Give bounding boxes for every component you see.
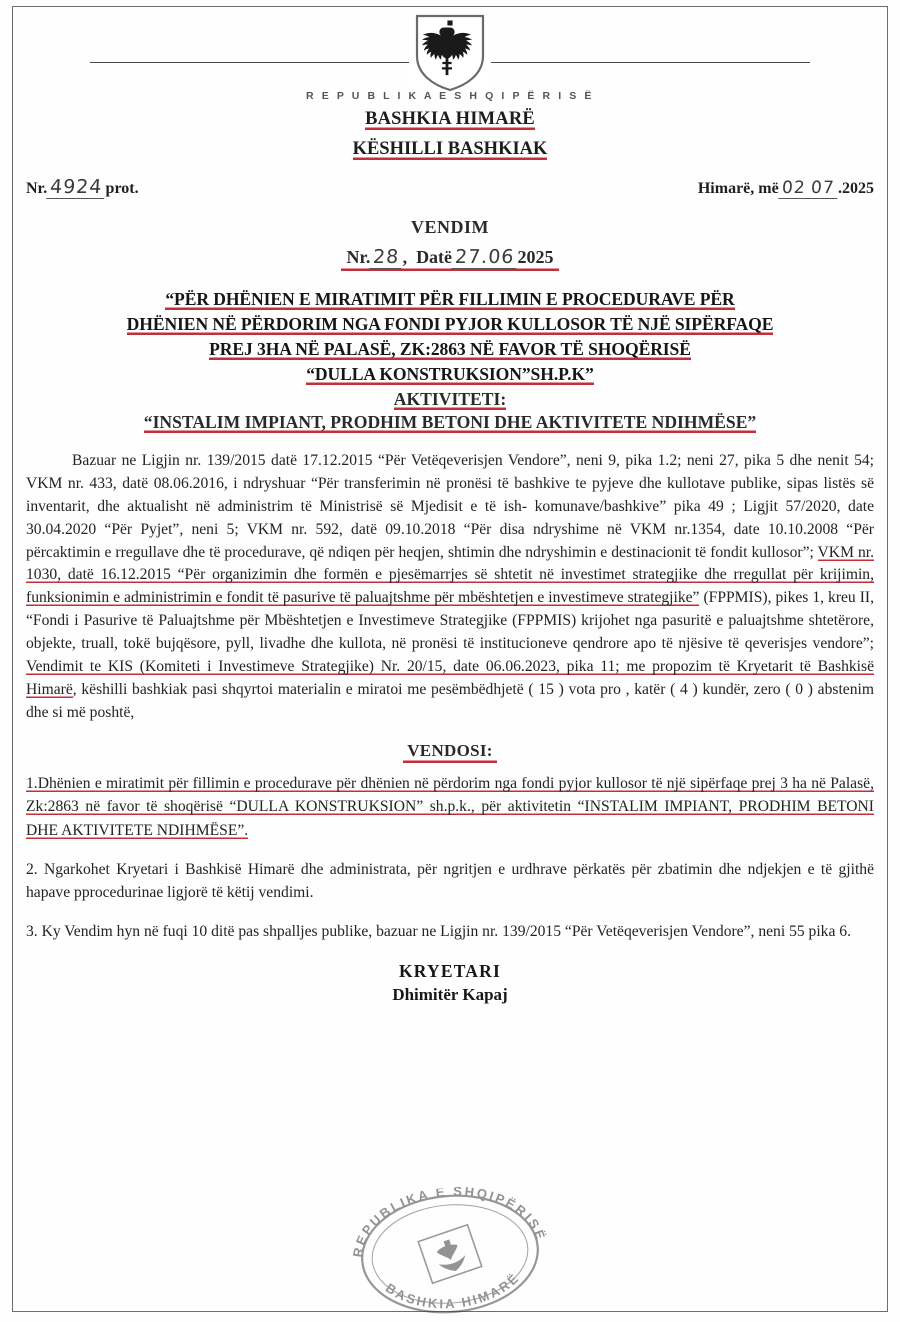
signature-block bbox=[26, 961, 874, 1005]
title-line bbox=[26, 312, 874, 337]
activity-value: “INSTALIM IMPIANT, PRODHIM BETONI DHE AKTIVITETE NDIHMËSE” bbox=[143, 411, 757, 432]
protocol-number-handwritten: 4924 bbox=[46, 176, 106, 199]
municipality-name-text: BASHKIA HIMARË bbox=[365, 109, 535, 129]
protocol-label: Nr. bbox=[26, 180, 48, 197]
decision-run-plain: 2. Ngarkohet Kryetari i Bashkisë Himarë dhe administrata, për ngritjen e urdhrave përkatës për zbatimin dhe ndjekjen e të gjithë hapave pprocedurinae ligjorë të këtij vendimi. bbox=[26, 860, 874, 902]
decision-heading: VENDIM bbox=[411, 217, 489, 237]
decision-nr-label: Nr. bbox=[346, 247, 371, 267]
council-name bbox=[26, 139, 874, 160]
signature-role: KRYETARI bbox=[398, 961, 501, 982]
place-date-group bbox=[698, 178, 874, 199]
protocol-number-group bbox=[26, 176, 139, 199]
decision-number-row bbox=[26, 246, 874, 271]
preamble-run-highlighted: VKM nr. 1030, datë 16.12.2015 “Për organizimin dhe formën e pjesëmarrjes së shtetit në investimet strategjike dhe rregullat për krijimin, funksionimin e administrimin e fondit të pasurive të paluajtshme për mbështetjen e investimeve strategjike” bbox=[26, 543, 874, 607]
preamble-run-plain: (FPPMIS), pikes 1, kreu II, “Fondi i Pasurive të Paluajtshme për Mbështetjen e Investimeve Strategjike (FPPMIS) krijohet nga pasuritë e paluajtshme shtetërore, objekte, truall, tokë bujqësore, pyll, livadhe dhe kullota, në pronësi të institucioneve qendrore apo të njësive të qeverisjes vendore”; bbox=[26, 589, 874, 653]
place-label: Himarë, më bbox=[697, 180, 779, 197]
council-name-text: KËSHILLI BASHKIAK bbox=[352, 139, 548, 159]
decision-date-label: Datë bbox=[416, 247, 453, 267]
municipality-name bbox=[26, 109, 874, 130]
official-stamp bbox=[335, 1179, 566, 1322]
preamble-paragraph bbox=[26, 450, 874, 725]
activity-value-row bbox=[26, 412, 874, 433]
preamble-run-plain: , këshilli bashkiak pasi shqyrtoi materialin e miratoi me pesëmbëdhjetë ( 15 ) vota pro , katër ( 4 ) kundër, zero ( 0 ) abstenim dhe si më poshtë, bbox=[26, 681, 874, 722]
signature-name: Dhimitër Kapaj bbox=[392, 985, 508, 1005]
activity-label: AKTIVITETI: bbox=[393, 388, 507, 409]
preamble-section bbox=[26, 450, 874, 725]
place-date-month: 07 bbox=[808, 178, 839, 199]
title-line-text: “DULLA KONSTRUKSION”SH.P.K” bbox=[306, 363, 594, 384]
decision-comma: , bbox=[402, 247, 408, 267]
vendosi-heading-row bbox=[26, 741, 874, 763]
title-line bbox=[26, 362, 874, 387]
title-line-text: PREJ 3HA NË PALASË, ZK:2863 NË FAVOR TË SHOQËRISË bbox=[209, 338, 691, 359]
title-line-text: DHËNIEN NË PËRDORIM NGA FONDI PYJOR KULLOSOR TË NJË SIPËRFAQE bbox=[126, 313, 774, 334]
decision-date-value: 27.06 bbox=[451, 246, 518, 269]
vendosi-heading: VENDOSI: bbox=[403, 741, 497, 763]
stamp-bottom-text: BASHKIA HIMARË bbox=[382, 1269, 523, 1312]
protocol-suffix: prot. bbox=[105, 180, 139, 197]
document-header bbox=[26, 10, 874, 96]
document-content bbox=[26, 10, 874, 1005]
decision-date-year: 2025 bbox=[517, 247, 554, 267]
title-line-text: “PËR DHËNIEN E MIRATIMIT PËR FILLIMIN E PROCEDURAVE PËR bbox=[165, 289, 735, 309]
place-date-year: .2025 bbox=[838, 180, 874, 197]
decision-nr-value: 28 bbox=[370, 246, 404, 269]
protocol-row bbox=[26, 176, 874, 199]
decisions-list bbox=[26, 772, 874, 944]
republic-line: R E P U B L I K A E S H Q I P Ë R I S Ë bbox=[306, 90, 594, 102]
title-line bbox=[26, 287, 874, 312]
decision-item bbox=[26, 920, 874, 943]
title-line bbox=[26, 337, 874, 362]
decision-title bbox=[26, 287, 874, 387]
stamp-top-text: REPUBLIKA E SHQIPËRISË bbox=[349, 1183, 549, 1259]
preamble-run-highlighted: Vendimit te KIS (Komiteti i Investimeve Strategjike) Nr. 20/15, date 06.06.2023, pika 11; me propozim të Kryetarit të Bashkisë Himarë bbox=[26, 658, 874, 699]
place-date-day: 02 bbox=[778, 178, 809, 199]
preamble-run-plain: Bazuar ne Ligjin nr. 139/2015 datë 17.12.2015 “Për Vetëqeverisjen Vendore”, neni 9, pika 1.2; neni 27, pika 5 dhe nenit 54; VKM nr. 433, datë 08.06.2016, i ndryshuar “Për transferimin në pronësi të bashkive te pyjeve dhe kullotave publike, sipas listës së inventarit, dhe aktualisht në administrim të Ministrisë së Mjedisit e të ish- komunave/bashkive” pika 49 ; Ligjit 57/2020, date 30.04.2020 “Për Pyjet”, neni 5; VKM nr. 592, datë 09.10.2018 “Për disa ndryshime në VKM nr.1354, date 10.10.2008 “Për përcaktimin e rregullave dhe të procedurave, që ndiqen për heqjen, shtimin dhe ndryshimin e destinacionit të fondit kullosor”; bbox=[26, 451, 874, 561]
albanian-coat-of-arms-icon bbox=[409, 12, 491, 90]
decision-item bbox=[26, 772, 874, 842]
decision-run-highlighted: 1.Dhënien e miratimit për fillimin e procedurave për dhënien në përdorim nga fondi pyjor kullosor të një sipërfaqe prej 3 ha në Palasë, Zk:2863 në favor të shoqërisë “DULLA KONSTRUKSION” sh.p.k., për aktivitetin “INSTALIM IMPIANT, PRODHIM BETONI DHE AKTIVITETE NDIHMËSE”. bbox=[26, 774, 874, 839]
decision-run-plain: 3. Ky Vendim hyn në fuqi 10 ditë pas shpalljes publike, bazuar ne Ligjin nr. 139/2015 “Për Vetëqeverisjen Vendore”, neni 55 pika 6. bbox=[26, 923, 851, 941]
decision-item bbox=[26, 858, 874, 905]
activity-label-row bbox=[26, 389, 874, 410]
